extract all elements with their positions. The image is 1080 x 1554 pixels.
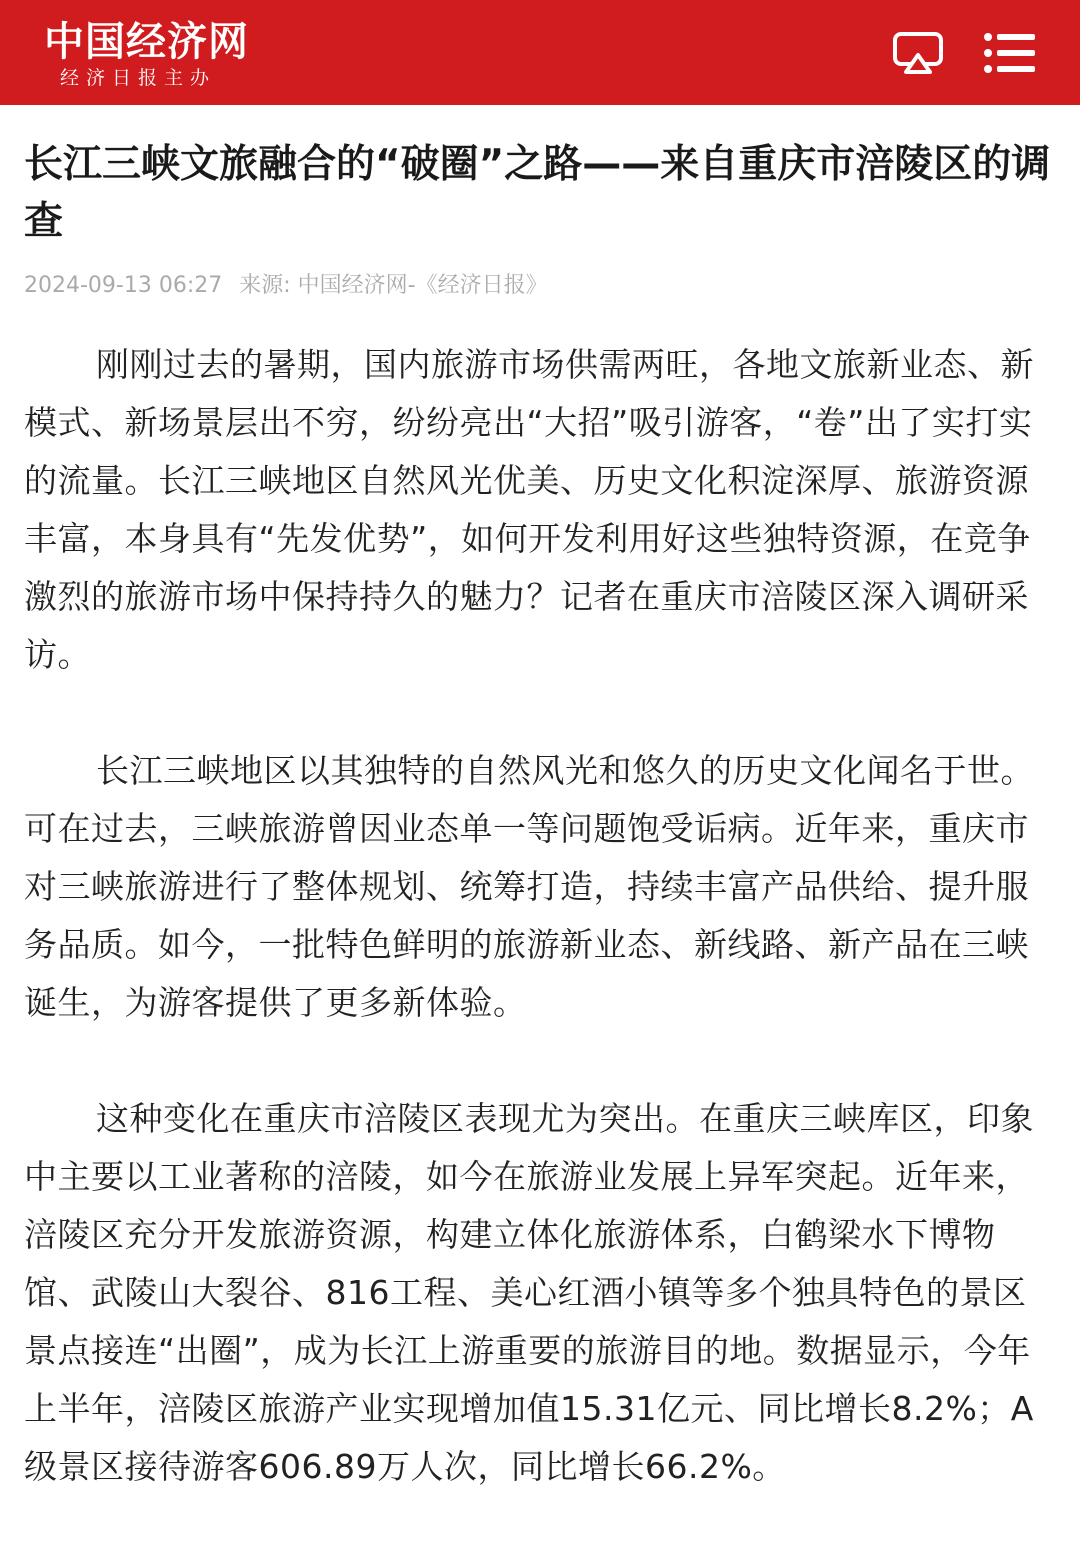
site-header — [0, 0, 1080, 105]
cast-icon — [892, 31, 944, 75]
article-meta — [24, 270, 548, 302]
article-body — [24, 336, 1056, 1554]
article-paragraph: 长江三峡地区以其独特的自然风光和悠久的历史文化闻名于世。可在过去，三峡旅游曾因业态单一等问题饱受诟病。近年来，重庆市对三峡旅游进行了整体规划、统筹打造，持续丰富产品供给、提升服务品质。如今，一批特色鲜明的旅游新业态、新线路、新产品在三峡诞生，为游客提供了更多新体验。 — [24, 751, 1034, 1022]
article-title-container — [24, 136, 1056, 250]
site-logo[interactable] — [44, 18, 249, 90]
menu-button[interactable] — [980, 24, 1040, 82]
cast-button[interactable] — [888, 24, 948, 82]
source-label: 来源: — [239, 273, 291, 298]
logo-sub-text: 经济日报主办 — [60, 67, 217, 89]
article-datetime: 2024-09-13 06:27 — [24, 273, 223, 298]
logo-main-text: 中国经济网 — [44, 18, 249, 65]
menu-icon — [983, 31, 1037, 75]
article-paragraph: 刚刚过去的暑期，国内旅游市场供需两旺，各地文旅新业态、新模式、新场景层出不穷，纷纷亮出“大招”吸引游客，“卷”出了实打实的流量。长江三峡地区自然风光优美、历史文化积淀深厚、旅游资源丰富，本身具有“先发优势”，如何开发利用好这些独特资源，在竞争激烈的旅游市场中保持持久的魅力？记者在重庆市涪陵区深入调研采访。 — [24, 345, 1034, 674]
article-paragraph: 这种变化在重庆市涪陵区表现尤为突出。在重庆三峡库区，印象中主要以工业著称的涪陵，如今在旅游业发展上异军突起。近年来，涪陵区充分开发旅游资源，构建立体化旅游体系，白鹤梁水下博物馆、武陵山大裂谷、816工程、美心红酒小镇等多个独具特色的景区景点接连“出圈”，成为长江上游重要的旅游目的地。数据显示，今年上半年，涪陵区旅游产业实现增加值15.31亿元、同比增长8.2%；A级景区接待游客606.89万人次，同比增长66.2%。 — [24, 1099, 1034, 1486]
article-source: 中国经济网-《经济日报》 — [297, 273, 548, 298]
article-title: 长江三峡文旅融合的“破圈”之路——来自重庆市涪陵区的调查 — [24, 142, 1051, 244]
